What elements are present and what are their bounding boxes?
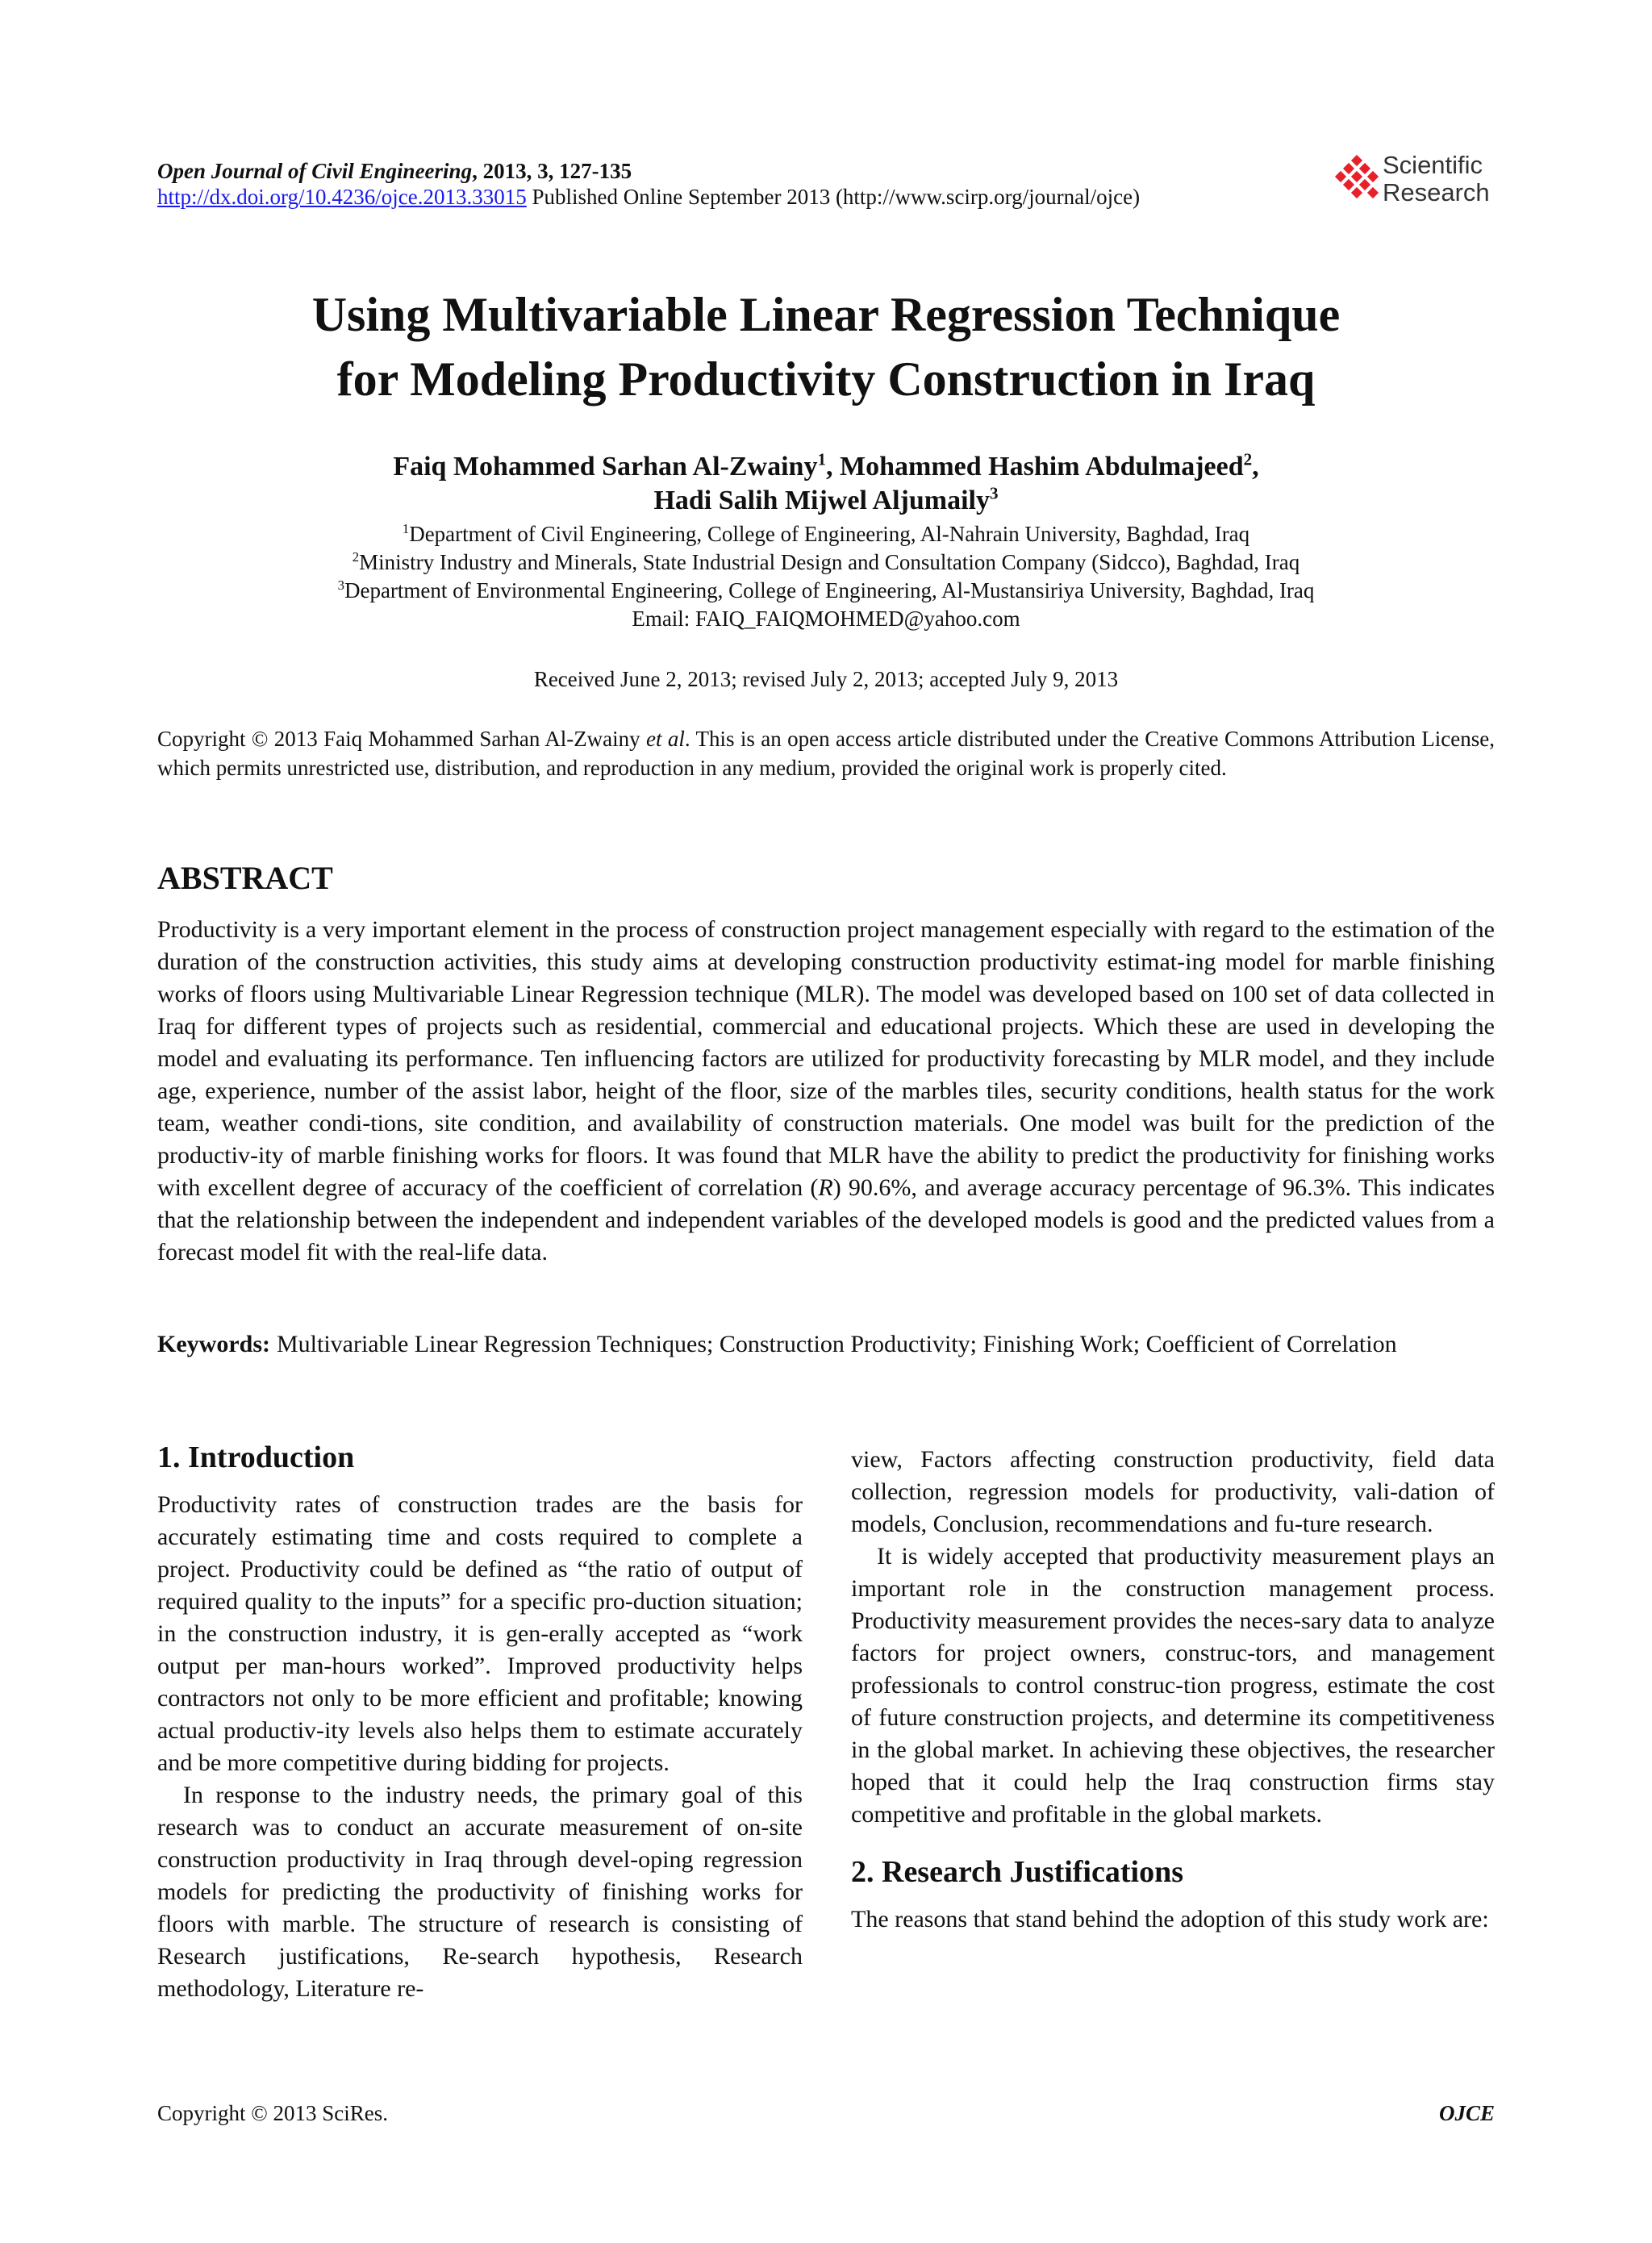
journal-citation (157, 158, 1140, 184)
affiliation-2 (0, 548, 1652, 577)
affiliation-1-sup: 1 (402, 521, 410, 536)
copyright-notice (157, 724, 1495, 782)
abstract-r-symbol: R (818, 1174, 833, 1201)
keywords-label: Keywords: (157, 1331, 270, 1357)
copyright-pre: Copyright © 2013 Faiq Mohammed Sarhan Al-Zwainy (157, 727, 647, 751)
affiliation-3-sup: 3 (337, 577, 344, 593)
affiliation-3 (0, 577, 1652, 605)
footer-copyright: Copyright © 2013 SciRes. (157, 2101, 389, 2125)
logo-text (1383, 152, 1490, 206)
footer-journal-abbrev: OJCE (1438, 2101, 1495, 2125)
keywords-text: Multivariable Linear Regression Techniques; Construction Productivity; Finishing Work; Coefficient of Correlation (276, 1331, 1397, 1357)
left-column (157, 1437, 803, 2005)
author-2-tail: , (1252, 452, 1259, 482)
affiliations (0, 520, 1652, 633)
intro-paragraph-2-continued: view, Factors affecting construction productivity, field data collection, regression models for productivity, vali-dation of models, Conclusion, recommendations and fu-ture research. (851, 1446, 1495, 1537)
author-2-sup: 2 (1243, 449, 1253, 469)
authors (0, 450, 1652, 518)
title-line-1: Using Multivariable Linear Regression Technique (311, 288, 1341, 341)
section-1-heading: 1. Introduction (157, 1440, 355, 1474)
author-2: , Mohammed Hashim Abdulmajeed (826, 452, 1244, 482)
authors-line-1 (0, 450, 1652, 484)
section-2-heading: 2. Research Justifications (851, 1855, 1183, 1889)
authors-line-2 (0, 484, 1652, 518)
scientific-research-logo (1331, 152, 1504, 215)
author-3: Hadi Salih Mijwel Aljumaily (653, 486, 990, 515)
received-dates: Received June 2, 2013; revised July 2, 2013; accepted July 9, 2013 (533, 667, 1119, 691)
journal-issue: , 2013, 3, 127-135 (472, 159, 632, 183)
author-1: Faiq Mohammed Sarhan Al-Zwainy (393, 452, 818, 482)
published-info: Published Online September 2013 (http://www.scirp.org/journal/ojce) (526, 185, 1141, 209)
doi-link[interactable]: http://dx.doi.org/10.4236/ojce.2013.33015 (157, 185, 527, 209)
journal-header (157, 158, 1140, 210)
title-line-2: for Modeling Productivity Construction in Iraq (336, 352, 1316, 406)
affiliation-1 (0, 520, 1652, 548)
right-column (851, 1444, 1495, 1936)
journal-name: Open Journal of Civil Engineering (157, 159, 473, 183)
abstract-body (157, 914, 1495, 1269)
justifications-paragraph-1: The reasons that stand behind the adoption of this study work are: (851, 1906, 1489, 1932)
author-1-sup: 1 (817, 449, 827, 469)
affiliation-2-text: Ministry Industry and Minerals, State Industrial Design and Consultation Company (Sidcco), Baghdad, Iraq (359, 550, 1300, 574)
author-3-sup: 3 (990, 483, 999, 503)
intro-paragraph-3: It is widely accepted that productivity measurement plays an important role in the construction management process. Productivity measurement provides the neces-sary data to analyze factors for project owners, construc-tors, and management professionals to control construc-tion progress, estimate the cost of future construction projects, and determine its competitiveness in the global market. In achieving these objectives, the researcher hoped that it could help the Iraq construction firms stay competitive and profitable in the global markets. (851, 1543, 1495, 1828)
intro-paragraph-2: In response to the industry needs, the primary goal of this research was to conduct an accurate measurement of on-site construction productivity in Iraq through devel-oping regression models for predicting the productivity of finishing works for floors with marble. The structure of research is consisting of Research justifications, Re-search hypothesis, Research methodology, Literature re- (157, 1782, 803, 2002)
logo-line-1: Scientific (1383, 151, 1483, 179)
affiliation-3-text: Department of Environmental Engineering, College of Engineering, Al-Mustansiriya University, Baghdad, Iraq (344, 578, 1315, 602)
affiliation-1-text: Department of Civil Engineering, College of Engineering, Al-Nahrain University, Baghdad, Iraq (409, 522, 1250, 546)
abstract-text-pre: Productivity is a very important element in the process of construction project management especially with regard to the estimation of the duration of the construction activities, this study aims at developing construction productivity estimat-ing model for marble finishing works of floors using Multivariable Linear Regression technique (MLR). The model was developed based on 100 set of data collected in Iraq for different types of projects such as residential, commercial and educational projects. Which these are used in developing the model and evaluating its performance. Ten influencing factors are utilized for productivity forecasting by MLR model, and they include age, experience, number of the assist labor, height of the floor, size of the marbles tiles, security conditions, health status for the work team, weather condi-tions, site condition, and availability of construction materials. One model was built for the prediction of the productiv-ity of marble finishing works for floors. It was found that MLR have the ability to predict the productivity for finishing works with excellent degree of accuracy of the coefficient of correlation ( (157, 916, 1495, 1201)
intro-paragraph-1: Productivity rates of construction trades are the basis for accurately estimating time and costs required to complete a project. Productivity could be defined as “the ratio of output of required quality to the inputs” for a specific pro-duction situation; in the construction industry, it is gen-erally accepted as “work output per man-hours worked”. Improved productivity helps contractors not only to be more efficient and profitable; knowing actual productiv-ity levels also helps them to estimate accurately and be more competitive during bidding for projects. (157, 1491, 803, 1776)
copyright-etal: et al (646, 727, 685, 751)
paper-title (0, 282, 1652, 411)
email: Email: FAIQ_FAIQMOHMED@yahoo.com (632, 607, 1020, 631)
abstract-text-post: ) 90.6%, and average accuracy percentage of 96.3%. This indicates that the relationship between the independent and independent variables of the developed models is good and the predicted values from a forecast model fit with the real-life data. (157, 1174, 1495, 1265)
publication-line (157, 184, 1140, 210)
affiliation-2-sup: 2 (352, 549, 360, 565)
abstract-heading: ABSTRACT (157, 860, 333, 896)
diamond-cluster-icon (1331, 155, 1381, 211)
logo-line-2: Research (1383, 178, 1490, 206)
keywords (157, 1328, 1495, 1361)
copyright-post: . This is an open access article distributed under the Creative Commons Attribution License, which permits unrestricted use, distribution, and reproduction in any medium, provided the original work is properly cited. (157, 727, 1495, 780)
